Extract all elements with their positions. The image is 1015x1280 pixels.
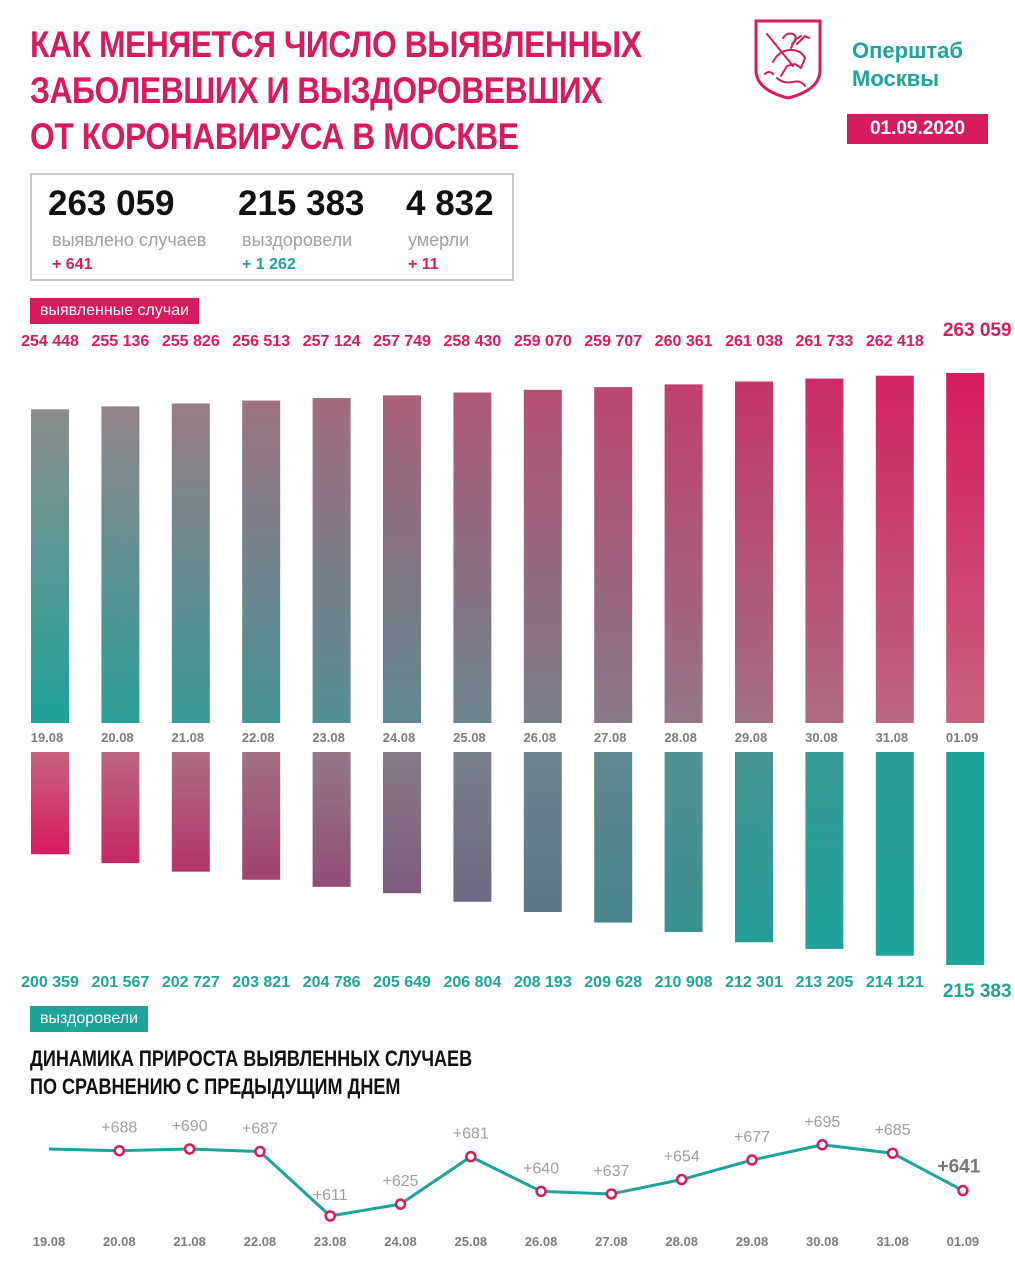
growth-value-label: +611 <box>312 1187 348 1204</box>
recovered-bar <box>242 752 280 880</box>
recovered-value-label: 212 301 <box>725 974 783 991</box>
recovered-bar <box>665 752 703 932</box>
date-tick-label: 19.08 <box>32 1234 66 1249</box>
recovered-bar <box>735 752 773 942</box>
cases-value-label: 255 826 <box>161 333 220 350</box>
recovered-value-label: 200 359 <box>21 974 79 991</box>
growth-value-label: +625 <box>382 1173 419 1191</box>
cases-bar <box>383 395 421 723</box>
cases-value-label: 257 124 <box>302 333 361 350</box>
title-line: ОТ КОРОНАВИРУСА В МОСКВЕ <box>30 116 519 157</box>
stat-delta: + 641 <box>52 256 93 273</box>
org-line: Москвы <box>852 66 940 91</box>
date-tick-label: 01.09 <box>945 730 979 745</box>
cases-value-label: 256 513 <box>232 333 291 350</box>
growth-value-label: +687 <box>241 1120 278 1138</box>
date-tick-label: 27.08 <box>593 730 627 745</box>
date-tick-label: 26.08 <box>524 1234 558 1249</box>
date-tick-label: 30.08 <box>805 730 838 745</box>
growth-point <box>958 1186 967 1195</box>
date-tick-label: 20.08 <box>101 730 134 745</box>
recovered-value-label: 209 628 <box>584 974 643 991</box>
recovered-value-label: 205 649 <box>373 974 431 991</box>
recovered-bar <box>172 752 210 872</box>
growth-point <box>607 1189 616 1198</box>
growth-point <box>677 1175 686 1184</box>
growth-point <box>396 1200 405 1209</box>
growth-value-label: +640 <box>523 1160 560 1178</box>
date-tick-label: 26.08 <box>523 730 557 745</box>
stat-delta: + 1 262 <box>242 256 296 273</box>
growth-point <box>748 1156 757 1165</box>
growth-point <box>185 1145 194 1154</box>
date-tick-label: 27.08 <box>595 1234 628 1249</box>
date-tick-label: 22.08 <box>243 1234 277 1249</box>
growth-point <box>326 1212 335 1221</box>
growth-line-chart <box>33 1114 981 1249</box>
growth-point <box>255 1147 264 1156</box>
growth-point <box>466 1152 475 1161</box>
recovered-value-label: 204 786 <box>302 974 361 991</box>
cases-bar <box>242 401 280 723</box>
recovered-value-label: 208 193 <box>513 974 572 991</box>
recovered-value-label: 202 727 <box>161 974 220 991</box>
cases-value-label: 258 430 <box>443 333 502 350</box>
subtitle-line: ПО СРАВНЕНИЮ С ПРЕДЫДУЩИМ ДНЕМ <box>30 1074 401 1099</box>
title-line: ЗАБОЛЕВШИХ И ВЫЗДОРОВЕВШИХ <box>30 70 603 111</box>
date-tick-label: 24.08 <box>382 730 416 745</box>
recovered-bar <box>805 752 843 949</box>
growth-value-label: +690 <box>171 1118 208 1135</box>
cases-bar <box>31 409 69 723</box>
cases-bar <box>101 406 139 723</box>
recovered-value-label: 210 908 <box>654 974 713 991</box>
date-tick-label: 24.08 <box>384 1234 417 1249</box>
date-tick-label: 23.08 <box>312 730 345 745</box>
growth-line <box>49 1145 963 1216</box>
stat-value: 215 383 <box>238 184 365 223</box>
cases-bar <box>172 403 210 723</box>
stat-label: выявлено случаев <box>52 230 207 250</box>
recovered-value-label: 215 383 <box>942 981 1012 1002</box>
cases-bar <box>453 393 491 723</box>
recovered-value-label: 206 804 <box>443 974 502 991</box>
cases-value-label: 261 038 <box>725 333 783 350</box>
cases-value-label: 260 361 <box>654 333 713 350</box>
cases-value-label: 257 749 <box>373 333 431 350</box>
recovered-value-label: 214 121 <box>865 974 924 991</box>
date-tick-label: 01.09 <box>946 1234 980 1249</box>
date-tick-label: 25.08 <box>454 1234 488 1249</box>
recovered-value-label: 201 567 <box>91 974 150 991</box>
growth-value-label: +685 <box>874 1122 911 1140</box>
cases-value-label: 259 070 <box>513 333 572 350</box>
recovered-bar <box>876 752 914 956</box>
date-tick-label: 29.08 <box>735 1234 769 1249</box>
date-tick-label: 23.08 <box>313 1234 347 1249</box>
cases-bar <box>665 384 703 723</box>
stat-delta: + 11 <box>408 256 439 273</box>
recovered-bar <box>946 752 984 965</box>
cases-value-label: 261 733 <box>795 333 854 350</box>
recovered-bar <box>453 752 491 902</box>
date-tick-label: 22.08 <box>241 730 275 745</box>
date-badge: 01.09.2020 <box>847 114 988 144</box>
growth-value-label: +695 <box>804 1113 841 1131</box>
date-tick-label: 29.08 <box>734 730 768 745</box>
date-tick-label: 21.08 <box>171 730 205 745</box>
cases-value-label: 259 707 <box>584 333 643 350</box>
recovered-bar <box>383 752 421 893</box>
recovered-bar <box>101 752 139 863</box>
recovered-bar-chart <box>21 752 1011 1002</box>
cases-bar <box>735 382 773 723</box>
cases-value-label: 263 059 <box>942 320 1012 341</box>
recovered-value-label: 213 205 <box>795 974 854 991</box>
date-tick-label: 28.08 <box>665 1234 698 1249</box>
recovered-bar <box>594 752 632 923</box>
recovered-bar <box>31 752 69 854</box>
cases-bar-chart <box>21 320 1011 745</box>
date-tick-label: 30.08 <box>806 1234 839 1249</box>
cases-bar <box>805 379 843 723</box>
date-tick-label: 19.08 <box>30 730 64 745</box>
stat-value: 4 832 <box>406 184 494 223</box>
cases-value-label: 262 418 <box>865 333 924 350</box>
recovered-value-label: 203 821 <box>232 974 291 991</box>
stat-label: выздоровели <box>242 230 353 250</box>
growth-value-label: +654 <box>663 1148 700 1166</box>
org-line: Оперштаб <box>852 38 964 63</box>
cases-value-label: 255 136 <box>91 333 150 350</box>
date-tick-label: 25.08 <box>453 730 486 745</box>
date-tick-label: 20.08 <box>103 1234 136 1249</box>
stat-value: 263 059 <box>48 184 175 223</box>
growth-value-label: +681 <box>452 1125 489 1143</box>
subtitle-line: ДИНАМИКА ПРИРОСТА ВЫЯВЛЕННЫХ СЛУЧАЕВ <box>30 1046 473 1071</box>
date-tick-label: 28.08 <box>664 730 697 745</box>
recovered-bar <box>313 752 351 887</box>
cases-bar <box>594 387 632 723</box>
title-line: КАК МЕНЯЕТСЯ ЧИСЛО ВЫЯВЛЕННЫХ <box>30 24 642 65</box>
growth-point <box>888 1149 897 1158</box>
growth-value-label: +637 <box>593 1162 630 1180</box>
cases-tag: выявленные случаи <box>30 298 199 324</box>
cases-bar <box>524 390 562 723</box>
stat-label: умерли <box>408 230 470 250</box>
growth-value-label: +641 <box>937 1156 981 1178</box>
growth-point <box>818 1140 827 1149</box>
date-tick-label: 21.08 <box>173 1234 206 1249</box>
growth-value-label: +677 <box>733 1129 771 1147</box>
growth-value-label: +688 <box>101 1119 138 1137</box>
cases-value-label: 254 448 <box>21 333 79 350</box>
recovered-bar <box>524 752 562 912</box>
growth-point <box>537 1187 546 1196</box>
date-tick-label: 31.08 <box>876 1234 909 1249</box>
cases-bar <box>313 398 351 723</box>
recovered-tag: выздоровели <box>30 1006 148 1032</box>
cases-bar <box>946 373 984 723</box>
growth-point <box>115 1146 124 1155</box>
date-tick-label: 31.08 <box>875 730 909 745</box>
cases-bar <box>876 376 914 723</box>
